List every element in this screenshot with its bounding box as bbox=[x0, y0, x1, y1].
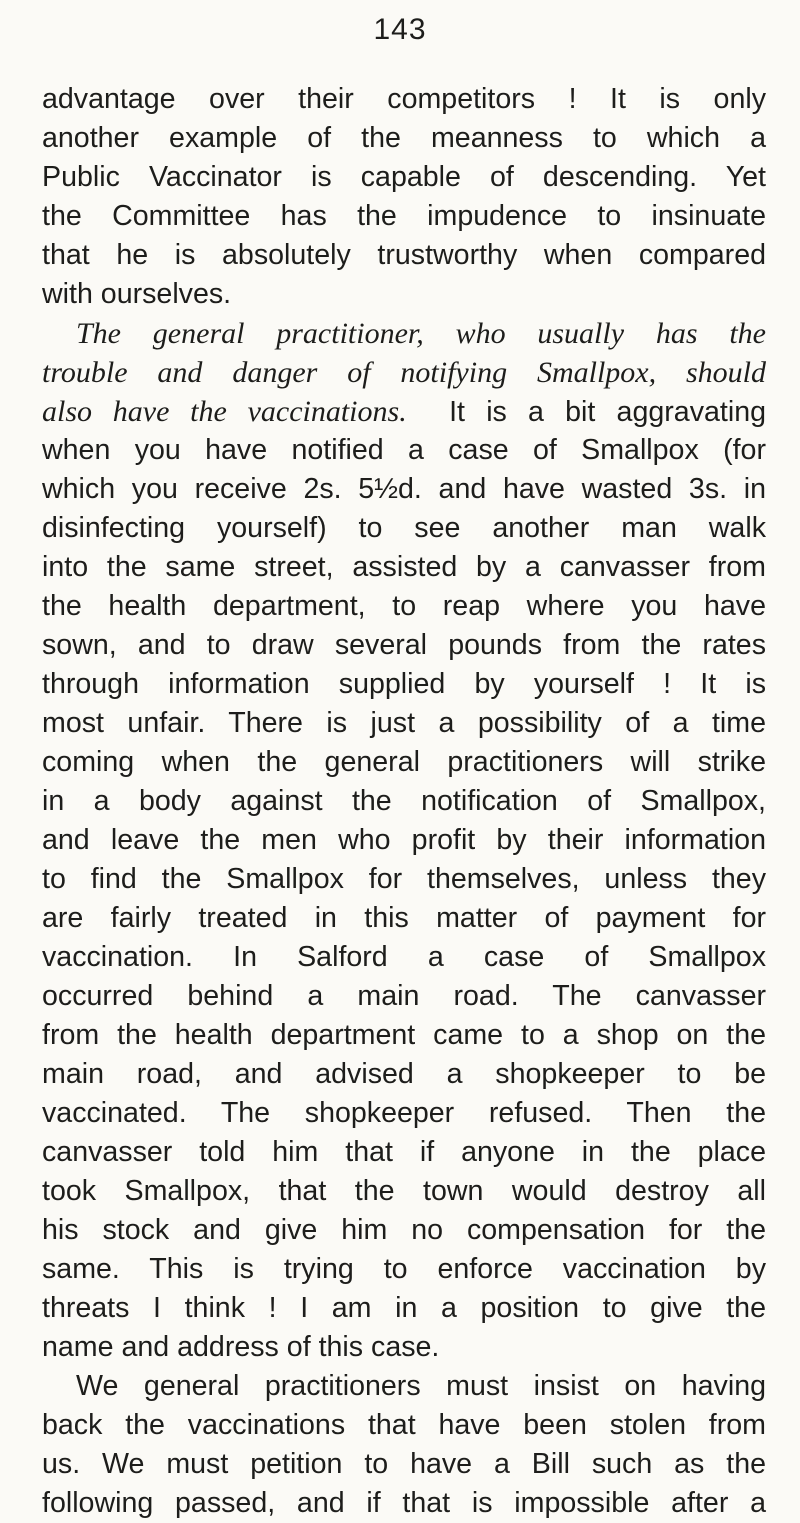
italic-text-line bbox=[42, 314, 766, 353]
page-number: 143 bbox=[373, 13, 427, 46]
text-line: vaccinated. The shopkeeper refused. Then the bbox=[42, 1097, 766, 1129]
body-text bbox=[42, 80, 766, 1523]
mixed-text-line bbox=[42, 392, 766, 431]
text-line: are fairly treated in this matter of payment for bbox=[42, 902, 766, 934]
text-line: occurred behind a main road. The canvasser bbox=[42, 980, 766, 1012]
text-line: from the health department came to a shop on the bbox=[42, 1019, 766, 1051]
italic-text-line bbox=[42, 353, 766, 392]
text-line: We general practitioners must insist on having bbox=[76, 1370, 766, 1402]
text-line: following passed, and if that is impossible after a bbox=[42, 1487, 766, 1519]
text-line: into the same street, assisted by a canvasser from bbox=[42, 551, 766, 583]
text-line: his stock and give him no compensation for the bbox=[42, 1214, 766, 1246]
text-line: threats I think ! I am in a position to give the bbox=[42, 1292, 766, 1324]
text-line: advantage over their competitors ! It is only bbox=[42, 83, 766, 115]
text-line: with ourselves. bbox=[42, 278, 232, 310]
italic-text: trouble and danger of notifying Smallpox, should bbox=[42, 356, 766, 389]
text-line: us. We must petition to have a Bill such as the bbox=[42, 1448, 766, 1480]
text-line: disinfecting yourself) to see another man walk bbox=[42, 512, 766, 544]
text-line: and leave the men who profit by their information bbox=[42, 824, 766, 856]
text-line: main road, and advised a shopkeeper to be bbox=[42, 1058, 766, 1090]
text-line: coming when the general practitioners will strike bbox=[42, 746, 766, 778]
text-line: most unfair. There is just a possibility of a time bbox=[42, 707, 766, 739]
text-line: to find the Smallpox for themselves, unless they bbox=[42, 863, 766, 895]
text-line: the Committee has the impudence to insinuate bbox=[42, 200, 766, 232]
text-span: It is a bit aggravating bbox=[449, 396, 766, 428]
text-line: took Smallpox, that the town would destroy all bbox=[42, 1175, 766, 1207]
text-line: through information supplied by yourself ! It is bbox=[42, 668, 766, 700]
text-line: in a body against the notification of Smallpox, bbox=[42, 785, 766, 817]
italic-text: also have the vaccinations. bbox=[42, 395, 407, 428]
text-line: canvasser told him that if anyone in the place bbox=[42, 1136, 766, 1168]
text-line: the health department, to reap where you have bbox=[42, 590, 766, 622]
text-line: vaccination. In Salford a case of Smallpox bbox=[42, 941, 766, 973]
italic-text: The general practitioner, who usually has the bbox=[76, 317, 766, 350]
text-line: when you have notified a case of Smallpox (for bbox=[42, 434, 766, 466]
text-line: which you receive 2s. 5½d. and have wasted 3s. in bbox=[42, 473, 766, 505]
text-line: another example of the meanness to which a bbox=[42, 122, 766, 154]
text-line: same. This is trying to enforce vaccination by bbox=[42, 1253, 766, 1285]
text-line: sown, and to draw several pounds from the rates bbox=[42, 629, 766, 661]
text-line: back the vaccinations that have been stolen from bbox=[42, 1409, 766, 1441]
text-line: name and address of this case. bbox=[42, 1331, 440, 1363]
text-line: Public Vaccinator is capable of descending. Yet bbox=[42, 161, 766, 193]
text-line: that he is absolutely trustworthy when compared bbox=[42, 239, 766, 271]
